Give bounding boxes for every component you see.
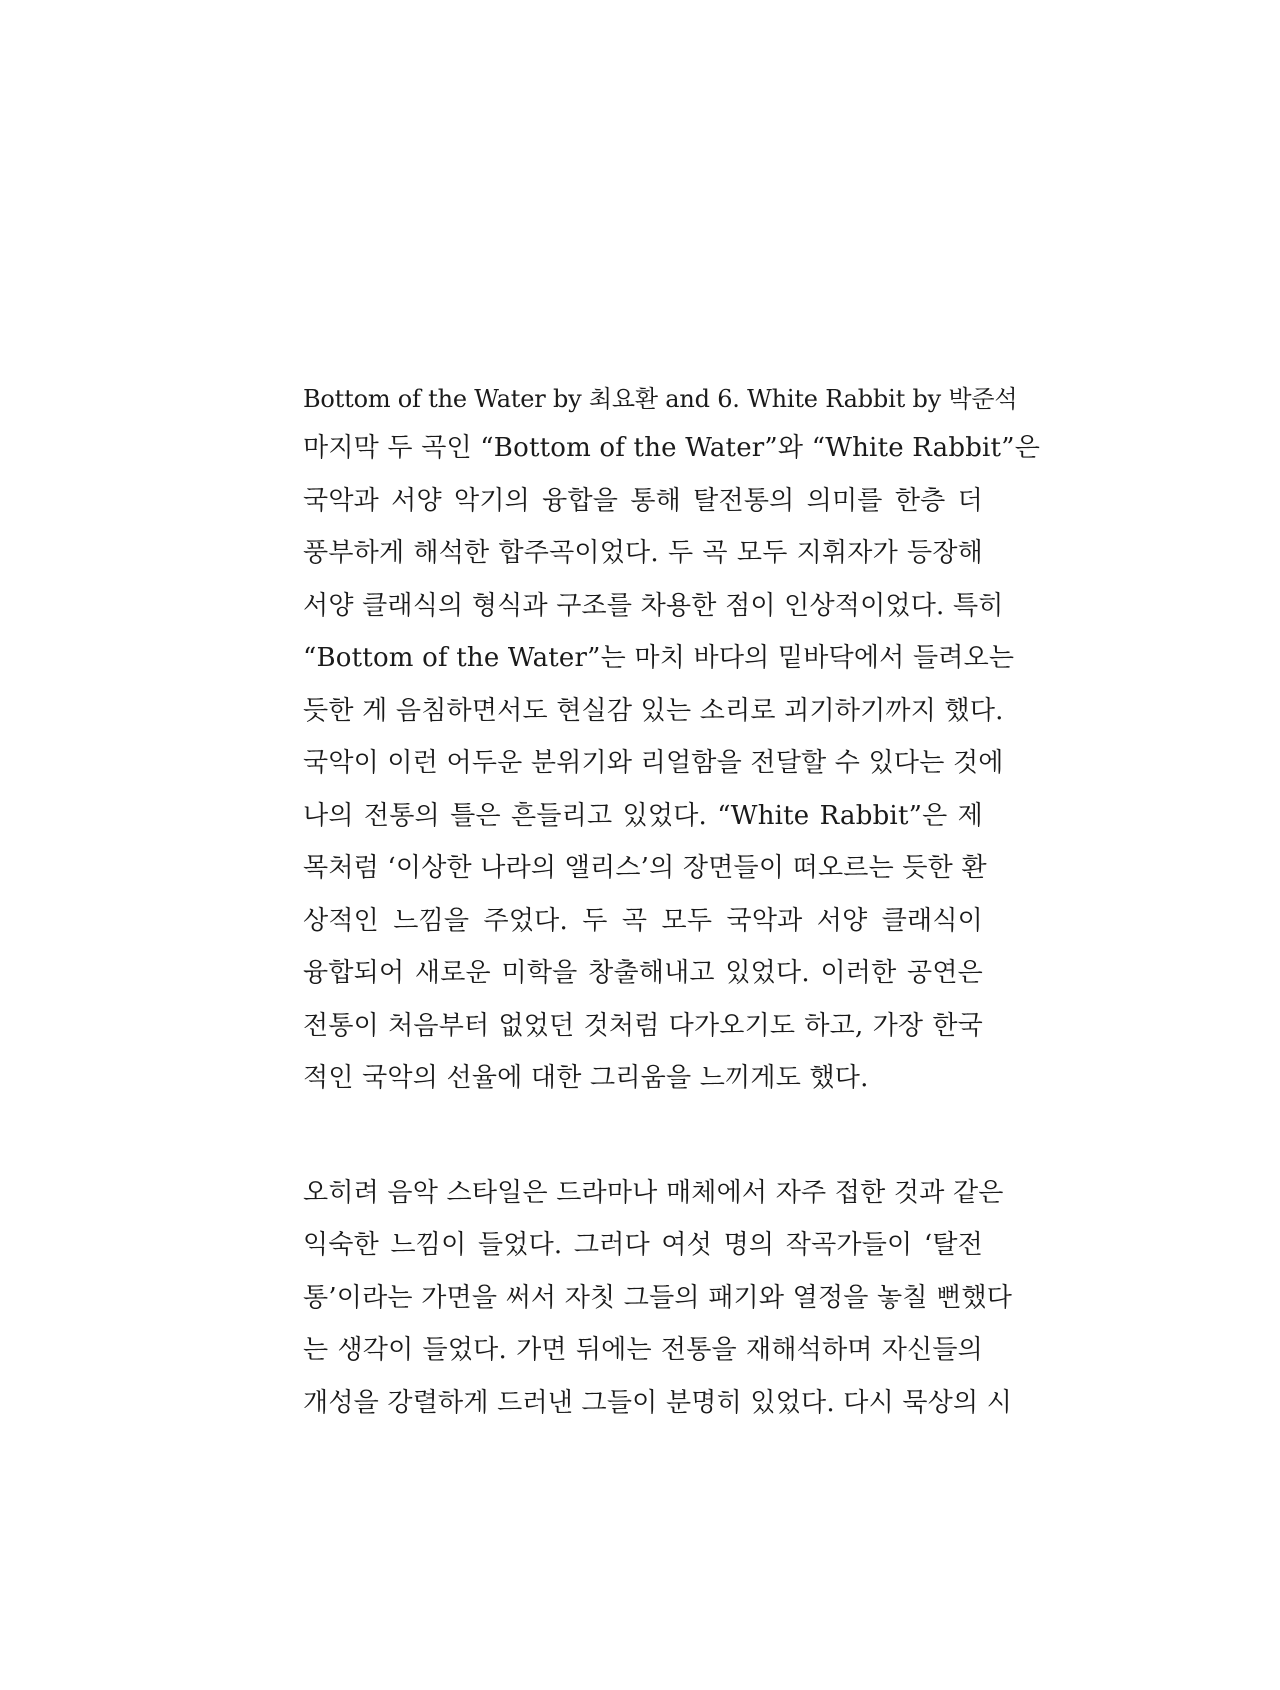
paragraph-spacer [303, 1105, 983, 1167]
paragraph-line: 풍부하게 해석한 합주곡이었다. 두 곡 모두 지휘자가 등장해 [303, 538, 983, 568]
essay-page [303, 378, 1041, 1429]
paragraph-line: 익숙한 느낌이 들었다. 그러다 여섯 명의 작곡가들이 ‘탈전 [303, 1230, 983, 1260]
paragraph-2 [303, 1167, 1013, 1430]
section-heading: Bottom of the Water by 최요환 and 6. White Rabbit by 박준석 [303, 385, 1018, 413]
paragraph-line: 마지막 두 곡인 “Bottom of the Water”와 “White Rabbit”은 [303, 433, 1041, 463]
paragraph-line: 서양 클래식의 형식과 구조를 차용한 점이 인상적이었다. 특히 [303, 590, 1004, 621]
paragraph-line: 통’이라는 가면을 써서 자칫 그들의 패기와 열정을 놓칠 뻔했다 [303, 1282, 1013, 1313]
paragraph-line: “Bottom of the Water”는 마치 바다의 밑바닥에서 들려오는 [303, 643, 1015, 673]
paragraph-line: 목처럼 ‘이상한 나라의 앨리스’의 장면들이 떠오르는 듯한 환 [303, 853, 987, 883]
paragraph-line: 개성을 강렬하게 드러낸 그들이 분명히 있었다. 다시 묵상의 시 [303, 1387, 1013, 1418]
paragraph-line: 융합되어 새로운 미학을 창출해내고 있었다. 이러한 공연은 [303, 958, 983, 988]
paragraph-1 [303, 422, 1041, 1105]
paragraph-line: 오히려 음악 스타일은 드라마나 매체에서 자주 접한 것과 같은 [303, 1177, 1004, 1208]
paragraph-line: 적인 국악의 선율에 대한 그리움을 느끼게도 했다. [303, 1063, 869, 1093]
paragraph-line: 국악이 이런 어두운 분위기와 리얼함을 전달할 수 있다는 것에 [303, 748, 1004, 778]
paragraph-line: 나의 전통의 틀은 흔들리고 있었다. “White Rabbit”은 제 [303, 800, 983, 831]
paragraph-line: 전통이 처음부터 없었던 것처럼 다가오기도 하고, 가장 한국 [303, 1010, 983, 1041]
paragraph-line: 듯한 게 음침하면서도 현실감 있는 소리로 괴기하기까지 했다. [303, 695, 1004, 726]
paragraph-line: 상적인 느낌을 주었다. 두 곡 모두 국악과 서양 클래식이 [303, 905, 983, 936]
paragraph-line: 는 생각이 들었다. 가면 뒤에는 전통을 재해석하며 자신들의 [303, 1335, 983, 1365]
paragraph-line: 국악과 서양 악기의 융합을 통해 탈전통의 의미를 한층 더 [303, 485, 983, 516]
